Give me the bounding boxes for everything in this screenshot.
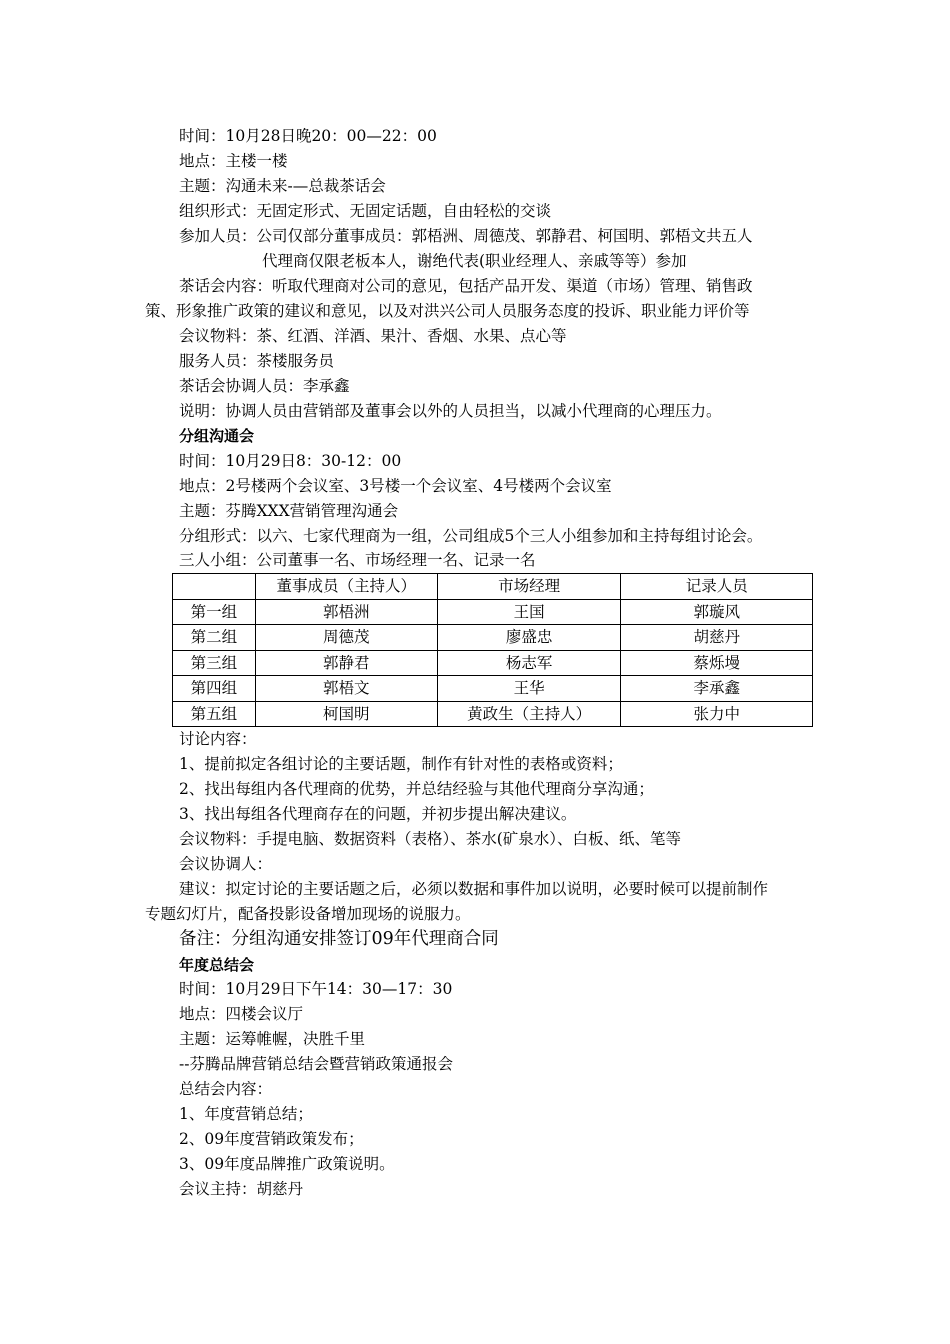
table-cell: 王华 xyxy=(437,676,621,702)
table-cell: 廖盛忠 xyxy=(437,625,621,651)
table-cell: 郭梧文 xyxy=(255,676,437,702)
table-cell: 王国 xyxy=(437,599,621,625)
group-time: 时间：10月29日8：30-12：00 xyxy=(179,452,402,470)
group-table xyxy=(172,573,813,727)
table-header-cell: 董事成员（主持人） xyxy=(255,574,437,600)
table-cell: 第四组 xyxy=(173,676,256,702)
table-cell: 第二组 xyxy=(173,625,256,651)
annual-place: 地点：四楼会议厅 xyxy=(179,1005,304,1023)
table-cell: 张力中 xyxy=(621,701,813,727)
tea-time: 时间：10月28日晚20：00—22：00 xyxy=(179,127,437,145)
table-cell: 胡慈丹 xyxy=(621,625,813,651)
table-row xyxy=(173,599,813,625)
table-cell: 杨志军 xyxy=(437,650,621,676)
table-cell: 周德茂 xyxy=(255,625,437,651)
table-cell: 第一组 xyxy=(173,599,256,625)
annual-content-2: 2、09年度营销政策发布； xyxy=(179,1130,364,1148)
table-cell: 蔡烁墁 xyxy=(621,650,813,676)
tea-attendees-line1: 参加人员：公司仅部分董事成员：郭梧洲、周德茂、郭静君、柯国明、郭梧文共五人 xyxy=(179,227,753,245)
tea-content-line1: 茶话会内容：听取代理商对公司的意见，包括产品开发、渠道（市场）管理、销售政 xyxy=(179,277,753,295)
table-header-cell xyxy=(173,574,256,600)
annual-content-3: 3、09年度品牌推广政策说明。 xyxy=(179,1155,395,1173)
group-coordinator: 会议协调人： xyxy=(179,855,273,873)
annual-time: 时间：10月29日下午14：30—17：30 xyxy=(179,980,453,998)
group-theme: 主题：芬腾XXX营销管理沟通会 xyxy=(179,502,399,520)
tea-materials: 会议物料：茶、红酒、洋酒、果汁、香烟、水果、点心等 xyxy=(179,327,567,345)
tea-place: 地点：主楼一楼 xyxy=(179,152,288,170)
table-row xyxy=(173,701,813,727)
group-materials: 会议物料：手提电脑、数据资料（表格）、茶水(矿泉水）、白板、纸、笔等 xyxy=(179,830,682,848)
tea-note: 说明：协调人员由营销部及董事会以外的人员担当，以减小代理商的心理压力。 xyxy=(179,402,722,420)
table-cell: 柯国明 xyxy=(255,701,437,727)
table-cell: 郭梧洲 xyxy=(255,599,437,625)
annual-host: 会议主持：胡慈丹 xyxy=(179,1180,304,1198)
tea-service: 服务人员：茶楼服务员 xyxy=(179,352,335,370)
discussion-label: 讨论内容： xyxy=(179,730,257,748)
group-trio: 三人小组：公司董事一名、市场经理一名、记录一名 xyxy=(179,551,536,569)
suggestion-line2: 专题幻灯片，配备投影设备增加现场的说服力。 xyxy=(145,905,471,923)
discussion-item-3: 3、找出每组各代理商存在的问题，并初步提出解决建议。 xyxy=(179,805,577,823)
annual-subtitle: --芬腾品牌营销总结会暨营销政策通报会 xyxy=(179,1055,453,1073)
tea-format: 组织形式：无固定形式、无固定话题，自由轻松的交谈 xyxy=(179,202,552,220)
annual-content-label: 总结会内容： xyxy=(179,1080,273,1098)
table-cell: 郭静君 xyxy=(255,650,437,676)
table-header-cell: 市场经理 xyxy=(437,574,621,600)
table-cell: 黄政生（主持人） xyxy=(437,701,621,727)
table-header-cell: 记录人员 xyxy=(621,574,813,600)
annual-heading: 年度总结会 xyxy=(179,956,255,974)
discussion-item-2: 2、找出每组内各代理商的优势，并总结经验与其他代理商分享沟通； xyxy=(179,780,654,798)
table-cell: 李承鑫 xyxy=(621,676,813,702)
discussion-item-1: 1、提前拟定各组讨论的主要话题，制作有针对性的表格或资料； xyxy=(179,755,623,773)
tea-content-line2: 策、形象推广政策的建议和意见，以及对洪兴公司人员服务态度的投诉、职业能力评价等 xyxy=(145,302,750,320)
group-format: 分组形式：以六、七家代理商为一组，公司组成5个三人小组参加和主持每组讨论会。 xyxy=(179,527,763,545)
table-row xyxy=(173,625,813,651)
table-row xyxy=(173,650,813,676)
annual-theme: 主题：运筹帷幄，决胜千里 xyxy=(179,1030,366,1048)
tea-theme: 主题：沟通未来-—总裁茶话会 xyxy=(179,177,386,195)
table-cell: 第三组 xyxy=(173,650,256,676)
group-heading: 分组沟通会 xyxy=(179,427,255,445)
group-place: 地点：2号楼两个会议室、3号楼一个会议室、4号楼两个会议室 xyxy=(179,477,612,495)
annual-content-1: 1、年度营销总结； xyxy=(179,1105,313,1123)
tea-coordinator: 茶话会协调人员：李承鑫 xyxy=(179,377,350,395)
table-header-row xyxy=(173,574,813,600)
group-remark: 备注：分组沟通安排签订09年代理商合同 xyxy=(179,929,499,949)
table-cell: 郭璇风 xyxy=(621,599,813,625)
table-row xyxy=(173,676,813,702)
tea-attendees-line2: 代理商仅限老板本人，谢绝代表(职业经理人、亲戚等等）参加 xyxy=(262,252,687,270)
table-cell: 第五组 xyxy=(173,701,256,727)
suggestion-line1: 建议：拟定讨论的主要话题之后，必须以数据和事件加以说明，必要时候可以提前制作 xyxy=(179,880,769,898)
